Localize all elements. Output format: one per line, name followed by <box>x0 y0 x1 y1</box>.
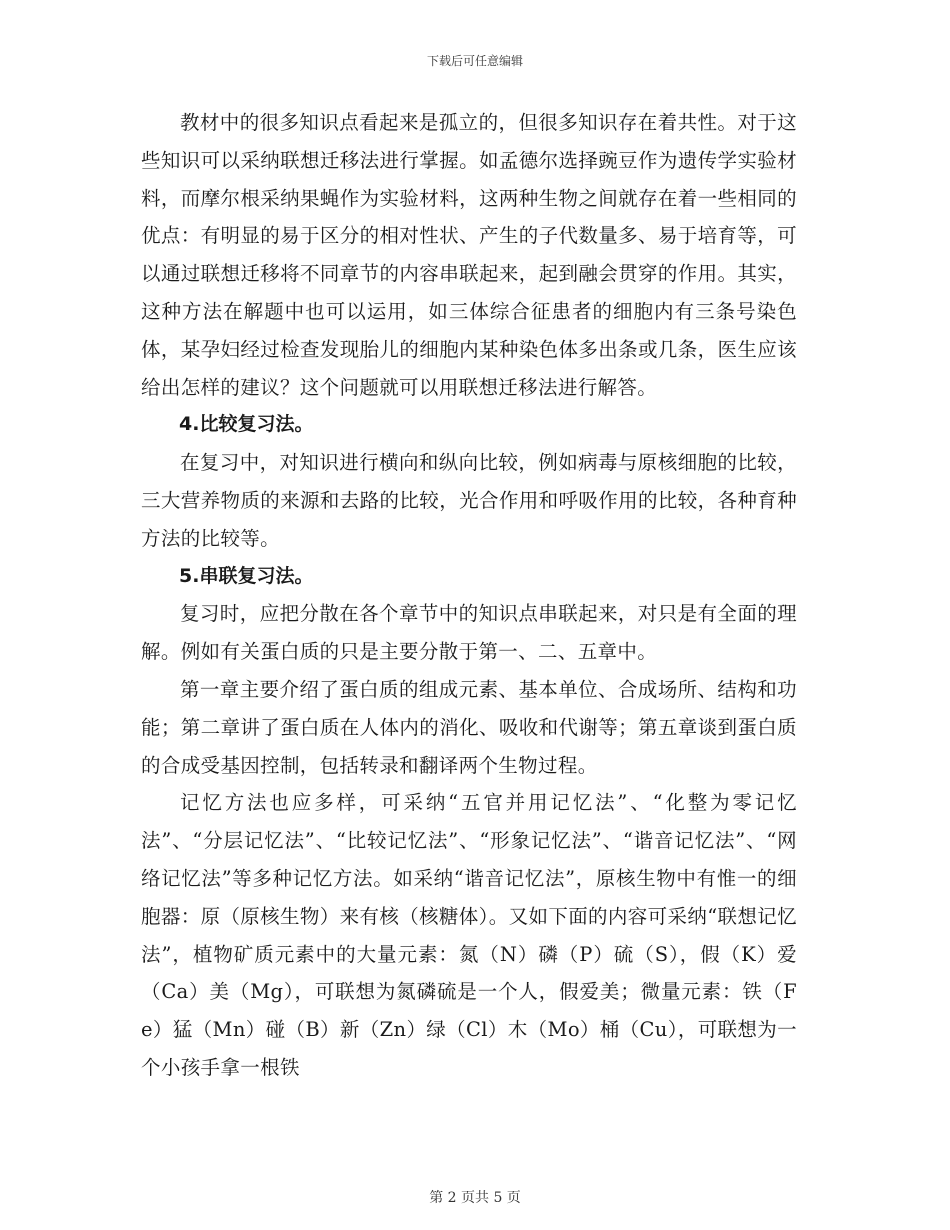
paragraph-memory-methods: 记忆方法也应多样，可采纳“五官并用记忆法”、“化整为零记忆法”、“分层记忆法”、“比较记忆法”、“形象记忆法”、“谐音记忆法”、“网络记忆法”等多种记忆方法。如采纳“谐音记忆法”，原核生物中有惟一的细胞器：原（原核生物）来有核（核糖体）。又如下面的内容可采纳“联想记忆法”，植物矿质元素中的大量元素：氮（N）磷（P）硫（S），假（K）爱（Ca）美（Mg），可联想为氮磷硫是一个人，假爱美；微量元素：铁（Fe）猛（Mn）碰（B）新（Zn）绿（Cl）木（Mo）桶（Cu），可联想为一个小孩手拿一根铁 <box>141 791 797 1079</box>
heading-comparison-review: 4.比较复习法。 <box>179 413 314 436</box>
heading-series-review: 5.串联复习法。 <box>179 564 314 587</box>
paragraph-series-review: 复习时，应把分散在各个章节中的知识点串联起来，对只是有全面的理解。例如有关蛋白质的只是主要分散于第一、二、五章中。 <box>141 602 797 664</box>
paragraph-association-transfer: 教材中的很多知识点看起来是孤立的，但很多知识存在着共性。对于这些知识可以采纳联想迁移法进行掌握。如孟德尔选择豌豆作为遗传学实验材料，而摩尔根采纳果蝇作为实验材料，这两种生物之间就存在着一些相同的优点：有明显的易于区分的相对性状、产生的子代数量多、易于培育等，可以通过联想迁移将不同章节的内容串联起来，起到融会贯穿的作用。其实，这种方法在解题中也可以运用，如三体综合征患者的细胞内有三条号染色体，某孕妇经过检查发现胎儿的细胞内某种染色体多出条或几条，医生应该给出怎样的建议？这个问题就可以用联想迁移法进行解答。 <box>141 111 797 399</box>
page-header: 下载后可任意编辑 <box>426 54 523 68</box>
document-body <box>141 104 797 1087</box>
page-footer: 第 2 页共 5 页 <box>429 1190 521 1206</box>
paragraph-protein-chapters: 第一章主要介绍了蛋白质的组成元素、基本单位、合成场所、结构和功能；第二章讲了蛋白质在人体内的消化、吸收和代谢等；第五章谈到蛋白质的合成受基因控制，包括转录和翻译两个生物过程。 <box>141 677 797 777</box>
paragraph-comparison-review: 在复习中，对知识进行横向和纵向比较，例如病毒与原核细胞的比较，三大营养物质的来源和去路的比较，光合作用和呼吸作用的比较，各种育种方法的比较等。 <box>141 451 797 550</box>
